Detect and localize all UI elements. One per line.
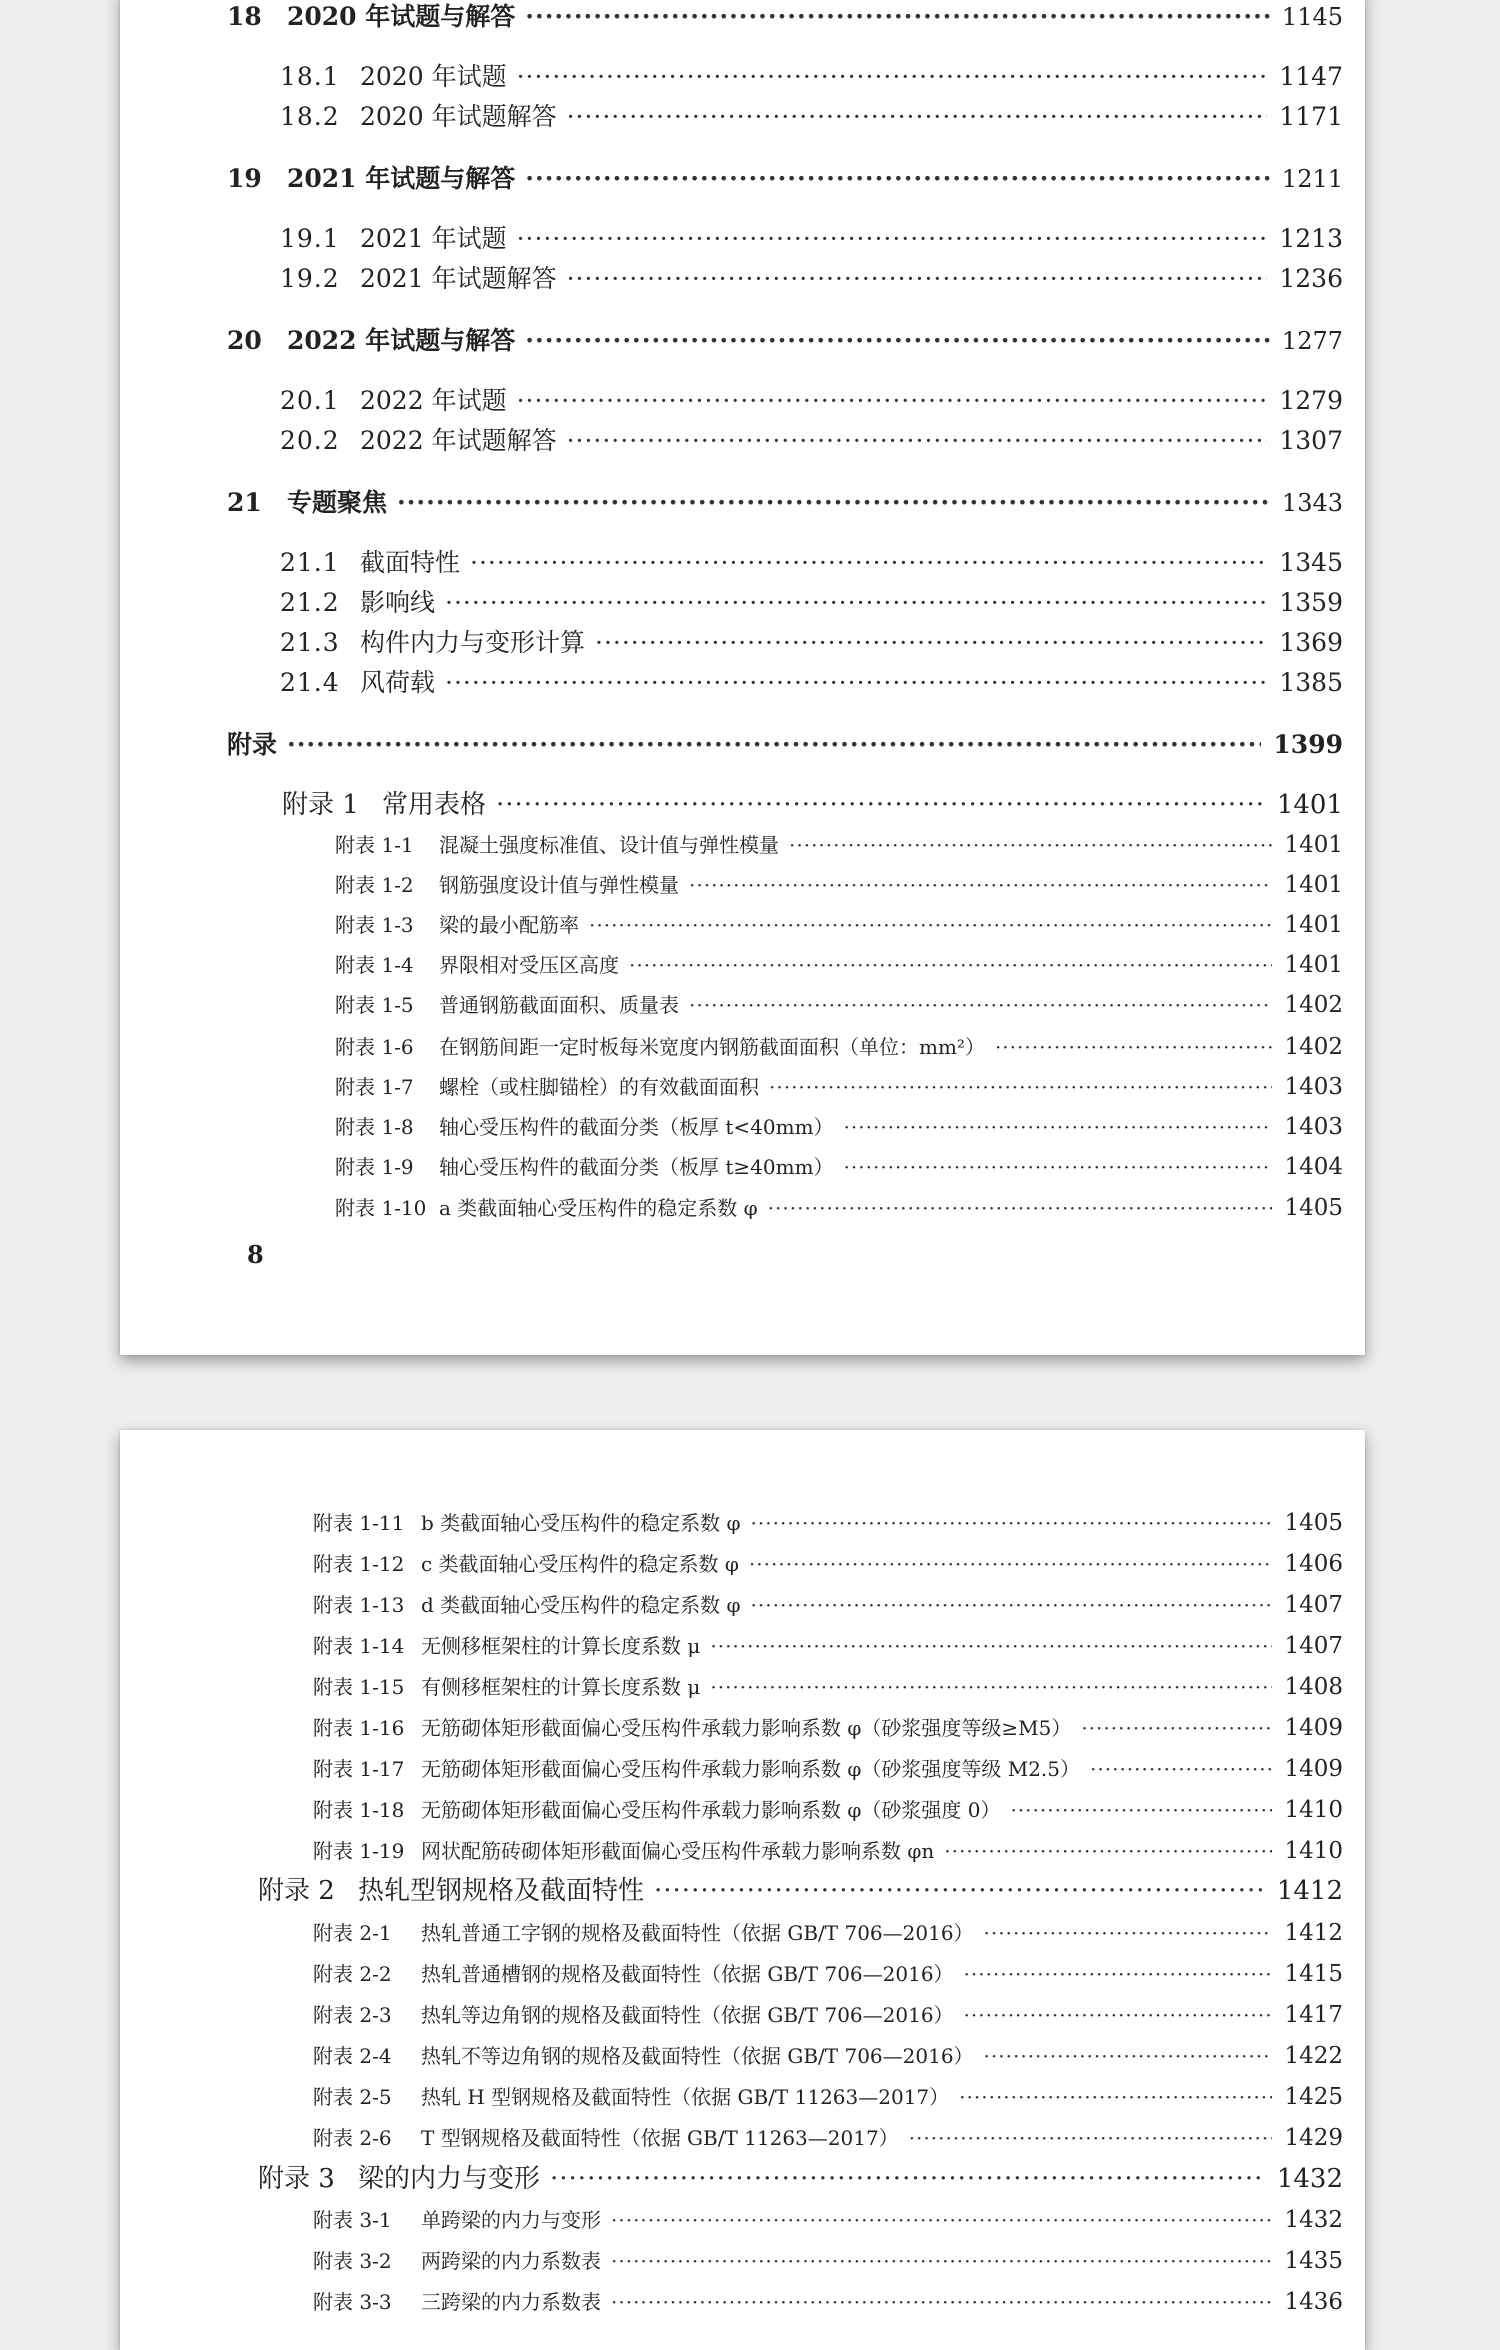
toc-entry-title: 热轧型钢规格及截面特性 xyxy=(358,1876,645,1906)
toc-entry[interactable] xyxy=(313,1588,1343,1622)
toc-entry-page: 1405 xyxy=(1284,1510,1343,1536)
toc-entry[interactable] xyxy=(335,1030,1343,1064)
dot-leader xyxy=(525,324,1270,358)
toc-entry-title: 2022 年试题解答 xyxy=(360,426,557,455)
toc-entry-page: 1402 xyxy=(1284,992,1343,1018)
dot-leader xyxy=(909,2121,1273,2155)
dot-leader xyxy=(768,1191,1273,1225)
toc-entry-number: 附表 2-4 xyxy=(313,2044,392,2068)
toc-entry-title: 轴心受压构件的截面分类（板厚 t≥40mm） xyxy=(439,1155,834,1179)
toc-entry[interactable] xyxy=(313,2039,1343,2073)
dot-leader xyxy=(995,1030,1273,1064)
toc-entry-number: 附表 2-5 xyxy=(313,2085,392,2109)
toc-entry[interactable] xyxy=(313,1916,1343,1950)
toc-entry[interactable] xyxy=(282,788,1343,822)
toc-entry-page: 1429 xyxy=(1284,2125,1343,2151)
toc-entry-title: 构件内力与变形计算 xyxy=(360,628,586,657)
toc-entry-number: 20.1 xyxy=(280,386,340,415)
toc-entry-number: 21.3 xyxy=(280,628,340,657)
toc-entry-title: 附录 xyxy=(227,730,278,759)
toc-entry-page: 1422 xyxy=(1284,2043,1343,2069)
toc-entry[interactable] xyxy=(227,486,1343,520)
toc-entry-title: 专题聚焦 xyxy=(287,488,388,517)
toc-entry-number: 21.4 xyxy=(280,668,340,697)
toc-entry-page: 1432 xyxy=(1276,2164,1343,2194)
toc-entry-page: 1171 xyxy=(1279,102,1343,131)
toc-entry-title: 梁的最小配筋率 xyxy=(439,913,579,937)
toc-entry-number: 附表 1-11 xyxy=(313,1511,405,1535)
toc-entry-page: 1402 xyxy=(1284,1034,1343,1060)
toc-entry[interactable] xyxy=(313,2080,1343,2114)
toc-entry-page: 1277 xyxy=(1281,327,1343,355)
toc-entry-page: 1401 xyxy=(1284,832,1343,858)
toc-entry-number: 附表 1-17 xyxy=(313,1757,405,1781)
toc-entry[interactable] xyxy=(280,60,1343,94)
toc-entry-page: 1410 xyxy=(1284,1838,1343,1864)
toc-entry-title: 2022 年试题与解答 xyxy=(287,326,516,355)
toc-entry-number: 附表 1-6 xyxy=(335,1035,414,1059)
dot-leader xyxy=(1090,1752,1272,1786)
dot-leader xyxy=(517,222,1268,256)
toc-entry[interactable] xyxy=(313,1547,1343,1581)
toc-entry[interactable] xyxy=(335,1150,1343,1184)
dot-leader xyxy=(964,1957,1273,1991)
toc-entry-page: 1385 xyxy=(1279,668,1343,697)
dot-leader xyxy=(470,546,1267,580)
toc-entry-page: 1417 xyxy=(1284,2002,1343,2028)
dot-leader xyxy=(445,586,1267,620)
toc-entry-number: 附录 1 xyxy=(282,790,359,820)
dot-leader xyxy=(567,262,1268,296)
toc-entry[interactable] xyxy=(313,1793,1343,1827)
dot-leader xyxy=(964,1998,1273,2032)
toc-entry-page: 1369 xyxy=(1279,628,1343,657)
toc-entry-title: 2021 年试题解答 xyxy=(360,264,557,293)
toc-entry-title: 2021 年试题与解答 xyxy=(287,164,516,193)
toc-entry-number: 附录 2 xyxy=(258,1876,335,1906)
toc-entry-title: 无侧移框架柱的计算长度系数 μ xyxy=(421,1634,701,1658)
toc-entry-page: 1343 xyxy=(1281,489,1343,517)
toc-entry[interactable] xyxy=(280,626,1343,660)
toc-entry-title: 2020 年试题 xyxy=(360,62,507,91)
toc-entry[interactable] xyxy=(313,2285,1343,2319)
toc-entry-page: 1403 xyxy=(1284,1074,1343,1100)
toc-entry-title: 风荷载 xyxy=(360,668,436,697)
dot-leader xyxy=(789,828,1272,862)
toc-entry[interactable] xyxy=(280,222,1343,256)
toc-entry[interactable] xyxy=(280,586,1343,620)
toc-entry-title: 混凝土强度标准值、设计值与弹性模量 xyxy=(439,833,779,857)
toc-entry-title: 2021 年试题 xyxy=(360,224,507,253)
toc-entry-page: 1401 xyxy=(1276,790,1343,820)
toc-entry-number: 附表 1-8 xyxy=(335,1115,414,1139)
toc-entry-page: 1435 xyxy=(1284,2248,1343,2274)
toc-entry[interactable] xyxy=(280,546,1343,580)
toc-entry-number: 附表 1-15 xyxy=(313,1675,405,1699)
toc-entry-page: 1407 xyxy=(1284,1592,1343,1618)
toc-entry-number: 附表 1-4 xyxy=(335,953,414,977)
dot-leader xyxy=(844,1150,1273,1184)
toc-entry-title: 普通钢筋截面面积、质量表 xyxy=(439,993,679,1017)
toc-entry[interactable] xyxy=(335,988,1343,1022)
toc-entry-title: 轴心受压构件的截面分类（板厚 t<40mm） xyxy=(439,1115,834,1139)
toc-entry-title: 2020 年试题解答 xyxy=(360,102,557,131)
toc-entry-number: 21.1 xyxy=(280,548,340,577)
toc-entry[interactable] xyxy=(335,1191,1343,1225)
toc-entry-title: 常用表格 xyxy=(382,790,487,820)
dot-leader xyxy=(844,1110,1273,1144)
toc-entry-number: 18.2 xyxy=(280,102,340,131)
toc-entry-page: 1410 xyxy=(1284,1797,1343,1823)
dot-leader xyxy=(1010,1793,1272,1827)
toc-entry-page: 1147 xyxy=(1279,62,1343,91)
dot-leader xyxy=(654,1874,1265,1908)
dot-leader xyxy=(611,2203,1272,2237)
toc-entry-number: 20 xyxy=(227,326,262,355)
toc-entry-page: 1401 xyxy=(1284,952,1343,978)
toc-entry-number: 19.2 xyxy=(280,264,340,293)
dot-leader xyxy=(710,1670,1272,1704)
toc-entry-page: 1345 xyxy=(1279,548,1343,577)
toc-entry-title: a 类截面轴心受压构件的稳定系数 φ xyxy=(439,1196,758,1220)
toc-entry-number: 附表 1-12 xyxy=(313,1552,405,1576)
toc-entry-number: 附表 2-1 xyxy=(313,1921,392,1945)
toc-entry-number: 附表 2-2 xyxy=(313,1962,392,1986)
dot-leader xyxy=(984,1916,1273,1950)
toc-entry[interactable] xyxy=(335,828,1343,862)
toc-entry-page: 1409 xyxy=(1284,1756,1343,1782)
toc-entry-title: 螺栓（或柱脚锚栓）的有效截面面积 xyxy=(439,1075,759,1099)
toc-entry-page: 1213 xyxy=(1279,224,1343,253)
toc-entry-title: 截面特性 xyxy=(360,548,461,577)
toc-entry-page: 1407 xyxy=(1284,1633,1343,1659)
dot-leader xyxy=(595,626,1267,660)
toc-entry-number: 18 xyxy=(227,2,262,31)
dot-leader xyxy=(397,486,1270,520)
toc-entry[interactable] xyxy=(227,324,1343,358)
toc-entry-page: 1404 xyxy=(1284,1154,1343,1180)
toc-entry-number: 附表 1-13 xyxy=(313,1593,405,1617)
dot-leader xyxy=(496,788,1265,822)
toc-entry-number: 附表 1-19 xyxy=(313,1839,405,1863)
dot-leader xyxy=(751,1506,1273,1540)
toc-entry-page: 1409 xyxy=(1284,1715,1343,1741)
toc-entry[interactable] xyxy=(313,1711,1343,1745)
dot-leader xyxy=(984,2039,1273,2073)
toc-entry-title: 无筋砌体矩形截面偏心受压构件承载力影响系数 φ（砂浆强度等级≥M5） xyxy=(421,1716,1072,1740)
toc-entry-title: 网状配筋砖砌体矩形截面偏心受压构件承载力影响系数 φn xyxy=(421,1839,935,1863)
dot-leader xyxy=(689,988,1272,1022)
dot-leader xyxy=(517,384,1268,418)
toc-entry-number: 附表 2-6 xyxy=(313,2126,392,2150)
toc-entry-page: 1405 xyxy=(1284,1195,1343,1221)
toc-entry-number: 附表 1-1 xyxy=(335,833,414,857)
toc-entry-number: 附表 1-14 xyxy=(313,1634,405,1658)
toc-entry[interactable] xyxy=(280,666,1343,700)
toc-entry[interactable] xyxy=(313,1629,1343,1663)
toc-entry[interactable] xyxy=(258,1874,1343,1908)
toc-entry-page: 1211 xyxy=(1281,165,1343,193)
toc-entry-page: 1307 xyxy=(1279,426,1343,455)
dot-leader xyxy=(287,728,1261,762)
toc-entry-title: 2020 年试题与解答 xyxy=(287,2,516,31)
toc-entry[interactable] xyxy=(335,1070,1343,1104)
dot-leader xyxy=(589,908,1272,942)
toc-entry-title: 界限相对受压区高度 xyxy=(439,953,619,977)
toc-entry[interactable] xyxy=(280,384,1343,418)
toc-entry-title: 无筋砌体矩形截面偏心受压构件承载力影响系数 φ（砂浆强度 0） xyxy=(421,1798,1001,1822)
dot-leader xyxy=(567,424,1268,458)
toc-entry-title: b 类截面轴心受压构件的稳定系数 φ xyxy=(421,1511,741,1535)
toc-entry-title: 有侧移框架柱的计算长度系数 μ xyxy=(421,1675,701,1699)
toc-entry[interactable] xyxy=(313,1506,1343,1540)
toc-entry-page: 1401 xyxy=(1284,872,1343,898)
toc-entry-title: 梁的内力与变形 xyxy=(358,2164,541,2194)
toc-entry-title: 两跨梁的内力系数表 xyxy=(421,2249,601,2273)
toc-entry[interactable] xyxy=(280,424,1343,458)
toc-page-9 xyxy=(120,1430,1365,2350)
dot-leader xyxy=(517,60,1268,94)
toc-entry-number: 19.1 xyxy=(280,224,340,253)
toc-entry[interactable] xyxy=(313,1957,1343,1991)
toc-entry[interactable] xyxy=(258,2162,1343,2196)
toc-entry-number: 20.2 xyxy=(280,426,340,455)
dot-leader xyxy=(611,2244,1272,2278)
toc-entry-number: 附表 3-3 xyxy=(313,2290,392,2314)
toc-entry-number: 21.2 xyxy=(280,588,340,617)
toc-entry-title: 无筋砌体矩形截面偏心受压构件承载力影响系数 φ（砂浆强度等级 M2.5） xyxy=(421,1757,1081,1781)
toc-entry-page: 1399 xyxy=(1273,730,1343,759)
toc-entry-page: 1436 xyxy=(1284,2289,1343,2315)
toc-entry-number: 附表 1-18 xyxy=(313,1798,405,1822)
toc-entry[interactable] xyxy=(280,100,1343,134)
toc-entry[interactable] xyxy=(313,2244,1343,2278)
toc-entry-page: 1279 xyxy=(1279,386,1343,415)
toc-entry-number: 18.1 xyxy=(280,62,340,91)
dot-leader xyxy=(710,1629,1272,1663)
dot-leader xyxy=(1081,1711,1272,1745)
toc-entry[interactable] xyxy=(227,0,1343,34)
toc-entry-page: 1401 xyxy=(1284,912,1343,938)
toc-entry-title: 热轧 H 型钢规格及截面特性（依据 GB/T 11263—2017） xyxy=(421,2085,950,2109)
toc-entry-page: 1425 xyxy=(1284,2084,1343,2110)
toc-entry-number: 附表 1-3 xyxy=(335,913,414,937)
toc-entry-page: 1415 xyxy=(1284,1961,1343,1987)
toc-entry-number: 附表 1-7 xyxy=(335,1075,414,1099)
toc-entry-title: c 类截面轴心受压构件的稳定系数 φ xyxy=(421,1552,739,1576)
toc-entry-page: 1406 xyxy=(1284,1551,1343,1577)
toc-entry[interactable] xyxy=(313,1670,1343,1704)
dot-leader xyxy=(611,2285,1272,2319)
toc-entry-page: 1359 xyxy=(1279,588,1343,617)
toc-entry[interactable] xyxy=(227,728,1343,762)
toc-entry[interactable] xyxy=(227,162,1343,196)
dot-leader xyxy=(445,666,1267,700)
toc-entry-number: 附表 1-10 xyxy=(335,1196,427,1220)
toc-entry-title: 单跨梁的内力与变形 xyxy=(421,2208,601,2232)
toc-entry[interactable] xyxy=(313,1998,1343,2032)
dot-leader xyxy=(749,1547,1273,1581)
toc-entry[interactable] xyxy=(280,262,1343,296)
toc-entry-title: 热轧普通槽钢的规格及截面特性（依据 GB/T 706—2016） xyxy=(421,1962,954,1986)
toc-entry[interactable] xyxy=(313,1834,1343,1868)
toc-page-8 xyxy=(120,0,1365,1355)
toc-entry[interactable] xyxy=(335,948,1343,982)
toc-entry-page: 1412 xyxy=(1284,1920,1343,1946)
toc-entry-number: 19 xyxy=(227,164,262,193)
toc-entry-page: 1408 xyxy=(1284,1674,1343,1700)
toc-entry[interactable] xyxy=(313,1752,1343,1786)
toc-entry-title: 影响线 xyxy=(360,588,436,617)
toc-entry-page: 1432 xyxy=(1284,2207,1343,2233)
dot-leader xyxy=(525,162,1270,196)
toc-entry-page: 1403 xyxy=(1284,1114,1343,1140)
toc-entry[interactable] xyxy=(335,908,1343,942)
toc-entry-title: 热轧不等边角钢的规格及截面特性（依据 GB/T 706—2016） xyxy=(421,2044,974,2068)
page-number: 8 xyxy=(247,1240,264,1269)
toc-entry-number: 附表 1-2 xyxy=(335,873,414,897)
dot-leader xyxy=(550,2162,1265,2196)
dot-leader xyxy=(751,1588,1273,1622)
toc-entry-page: 1145 xyxy=(1281,3,1343,31)
toc-entry-page: 1412 xyxy=(1276,1876,1343,1906)
toc-entry[interactable] xyxy=(313,2121,1343,2155)
dot-leader xyxy=(959,2080,1272,2114)
toc-entry-number: 附表 1-5 xyxy=(335,993,414,1017)
toc-entry-title: 热轧普通工字钢的规格及截面特性（依据 GB/T 706—2016） xyxy=(421,1921,974,1945)
toc-entry-title: T 型钢规格及截面特性（依据 GB/T 11263—2017） xyxy=(421,2126,899,2150)
dot-leader xyxy=(567,100,1268,134)
toc-entry[interactable] xyxy=(313,2203,1343,2237)
toc-entry-title: 钢筋强度设计值与弹性模量 xyxy=(439,873,679,897)
toc-entry-title: 在钢筋间距一定时板每米宽度内钢筋截面面积（单位：mm²） xyxy=(439,1035,985,1059)
toc-entry-title: 三跨梁的内力系数表 xyxy=(421,2290,601,2314)
dot-leader xyxy=(769,1070,1272,1104)
dot-leader xyxy=(689,868,1272,902)
toc-entry[interactable] xyxy=(335,868,1343,902)
toc-entry-number: 附表 1-16 xyxy=(313,1716,405,1740)
toc-entry-page: 1236 xyxy=(1279,264,1343,293)
toc-entry-number: 21 xyxy=(227,488,262,517)
toc-entry-title: d 类截面轴心受压构件的稳定系数 φ xyxy=(421,1593,741,1617)
toc-entry-number: 附表 2-3 xyxy=(313,2003,392,2027)
toc-entry-title: 2022 年试题 xyxy=(360,386,507,415)
toc-entry-number: 附表 3-1 xyxy=(313,2208,392,2232)
dot-leader xyxy=(944,1834,1272,1868)
dot-leader xyxy=(629,948,1272,982)
dot-leader xyxy=(525,0,1270,34)
toc-entry-number: 附录 3 xyxy=(258,2164,335,2194)
toc-entry-number: 附表 3-2 xyxy=(313,2249,392,2273)
toc-entry[interactable] xyxy=(335,1110,1343,1144)
toc-entry-number: 附表 1-9 xyxy=(335,1155,414,1179)
toc-entry-title: 热轧等边角钢的规格及截面特性（依据 GB/T 706—2016） xyxy=(421,2003,954,2027)
